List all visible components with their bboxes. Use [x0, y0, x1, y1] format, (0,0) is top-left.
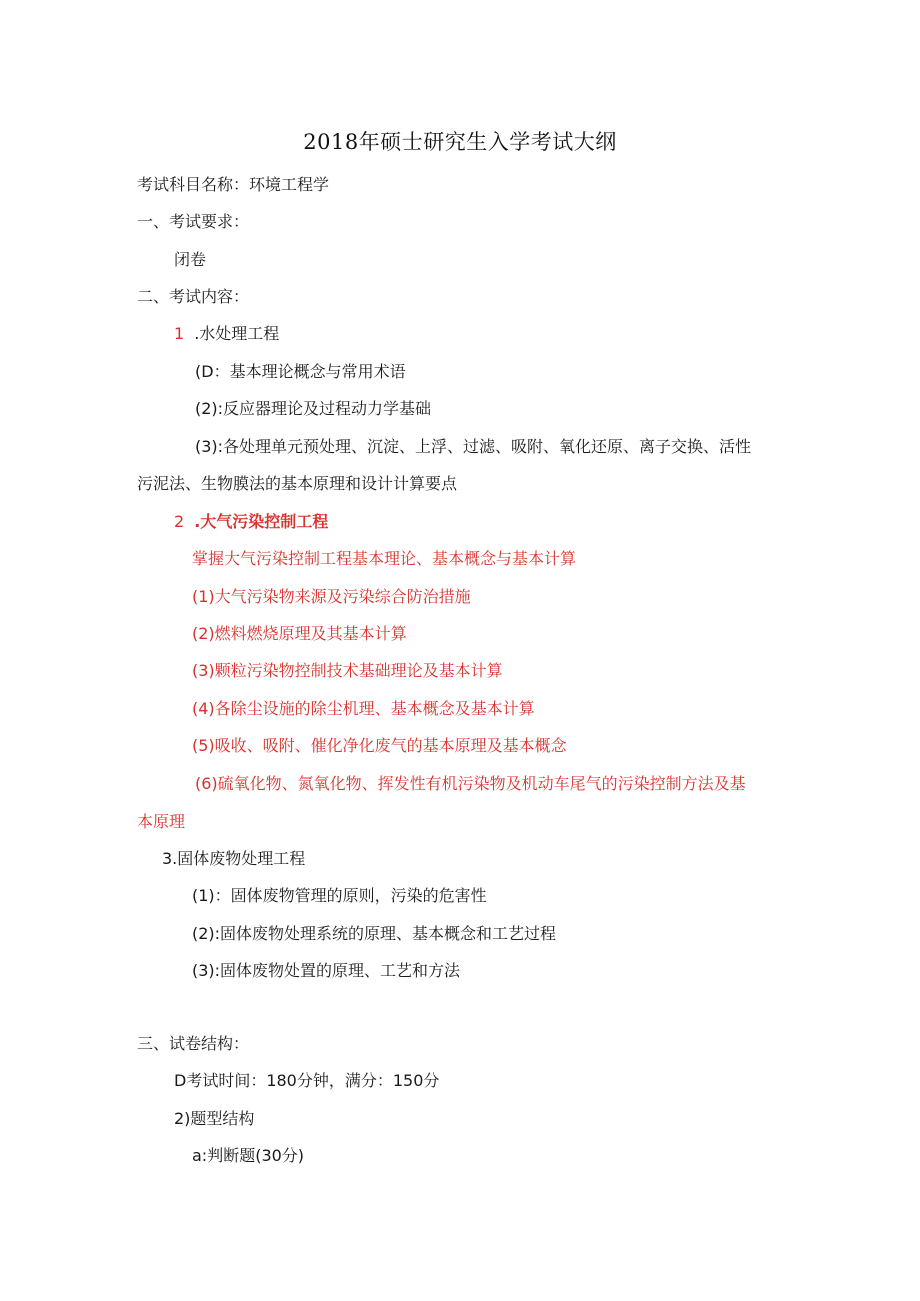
subject-line: 考试科目名称：环境工程学	[137, 175, 330, 194]
part3-heading: 3.固体废物处理工程	[162, 849, 306, 868]
part1-item-3: (3):各处理单元预处理、沉淀、上浮、过滤、吸附、氧化还原、离子交换、活性	[195, 437, 752, 456]
part2-item-5: (5)吸收、吸附、催化净化废气的基本原理及基本概念	[192, 736, 567, 755]
section1-heading: 一、考试要求：	[137, 212, 250, 231]
part2-item-4: (4)各除尘设施的除尘机理、基本概念及基本计算	[192, 699, 535, 718]
part1-item-2: (2):反应器理论及过程动力学基础	[195, 399, 432, 418]
part2-item-6-continued: 本原理	[137, 812, 186, 831]
part1-item-1: (D：基本理论概念与常用术语	[195, 362, 406, 381]
part3-item-1: (1)：固体废物管理的原则，污染的危害性	[192, 886, 487, 905]
section1-content: 闭卷	[174, 250, 207, 269]
part2-item-6: (6)硫氧化物、氮氧化物、挥发性有机污染物及机动车尾气的污染控制方法及基	[195, 774, 746, 793]
part2-heading	[174, 511, 328, 533]
part2-item-2: (2)燃料燃烧原理及其基本计算	[192, 624, 407, 643]
page-title: 2018年硕士研究生入学考试大纲	[303, 130, 617, 154]
part1-number: 1	[174, 324, 185, 343]
part2-item-3: (3)颗粒污染物控制技术基础理论及基本计算	[192, 661, 503, 680]
part2-title: .大气污染控制工程	[194, 512, 329, 531]
section3-item-2: 2)题型结构	[174, 1109, 255, 1128]
part2-number: 2	[174, 512, 185, 531]
section3-heading: 三、试卷结构：	[137, 1034, 250, 1053]
section3-item-1: D考试时间：180分钟，满分：150分	[174, 1071, 440, 1090]
part1-item-3-continued: 污泥法、生物膜法的基本原理和设计计算要点	[137, 474, 458, 493]
part1-heading	[174, 323, 279, 345]
section2-heading: 二、考试内容：	[137, 287, 250, 306]
part3-item-2: (2):固体废物处理系统的原理、基本概念和工艺过程	[192, 924, 557, 943]
part3-item-3: (3):固体废物处置的原理、工艺和方法	[192, 961, 461, 980]
part1-title: .水处理工程	[194, 324, 280, 343]
part2-intro: 掌握大气污染控制工程基本理论、基本概念与基本计算	[192, 549, 577, 568]
section3-item-3: a:判断题(30分)	[192, 1146, 305, 1165]
part2-item-1: (1)大气污染物来源及污染综合防治措施	[192, 587, 471, 606]
